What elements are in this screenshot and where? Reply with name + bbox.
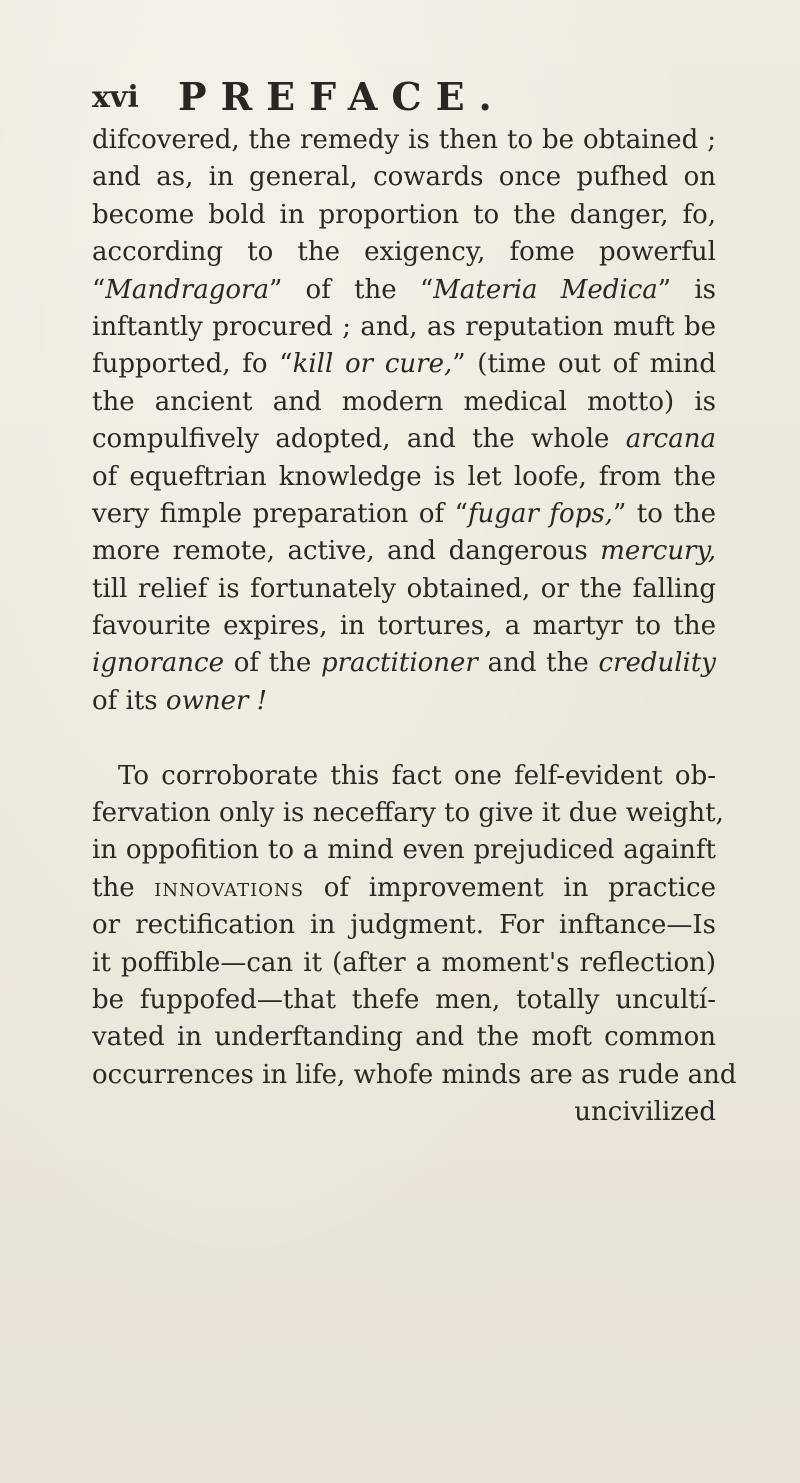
text-line: become bold in proportion to the danger, fo,	[92, 199, 716, 230]
text-run: and the	[477, 648, 599, 679]
text-line: inftantly procured ; and, as reputation muft be	[92, 311, 716, 342]
text-line	[92, 346, 716, 383]
text-line	[92, 421, 716, 458]
text-line	[92, 683, 716, 720]
text-line	[92, 533, 716, 570]
text-run: very fimple preparation of “	[92, 498, 468, 529]
text-line: it poffible—can it (after a moment's reflection)	[92, 947, 716, 978]
text-line: the ancient and modern medical motto) is	[92, 386, 716, 417]
italic-term-mandragora: Mandragora	[105, 274, 269, 305]
text-run: more remote, active, and dangerous	[92, 536, 601, 567]
text-line	[92, 645, 716, 682]
italic-term-mercury: mercury,	[600, 536, 716, 567]
text-line: vated in underftanding and the moft common	[92, 1022, 716, 1053]
italic-term-owner: owner !	[165, 685, 268, 716]
italic-term-sugar-sops: fugar fops,	[467, 498, 613, 529]
text-run: ” is	[657, 274, 716, 305]
text-line: To corroborate this fact one felf-evident ob-	[118, 760, 716, 791]
text-run: compulfively adopted, and the whole	[92, 424, 626, 455]
text-line: occurrences in life, whofe minds are as rude and	[92, 1059, 737, 1090]
page-number: xvi	[92, 80, 139, 115]
small-caps-term-innovations: innovations	[154, 872, 305, 903]
text-line	[92, 870, 716, 907]
text-line: be fuppofed—that thefe men, totally uncultí-	[92, 984, 716, 1015]
text-run: fupported, fo “	[92, 349, 293, 380]
text-line: favourite expires, in tortures, a martyr to the	[92, 611, 716, 642]
text-line: difcovered, the remedy is then to be obtained ;	[92, 125, 716, 155]
italic-term-kill-or-cure: kill or cure,	[292, 349, 453, 380]
text-line	[92, 272, 716, 309]
paragraph-gap	[92, 720, 716, 757]
paragraph-1	[92, 122, 716, 720]
text-line: and as, in general, cowards once pufhed on	[92, 162, 716, 193]
running-title: PREFACE.	[178, 74, 506, 119]
text-line: till relief is fortunately obtained, or the falling	[92, 573, 716, 604]
text-run: ” (time out of mind	[452, 349, 716, 380]
page-header	[92, 68, 712, 118]
quote-mark: “	[92, 274, 106, 305]
italic-term-arcana: arcana	[625, 424, 716, 455]
text-line: according to the exigency, fome powerful	[92, 237, 716, 268]
text-line: or rectification in judgment. For inftance—Is	[92, 910, 716, 941]
text-line: in oppofition to a mind even prejudiced againft	[92, 835, 716, 866]
text-line: of equeftrian knowledge is let loofe, from the	[92, 461, 716, 492]
text-run: of its	[92, 685, 166, 716]
italic-term-practitioner: practitioner	[320, 648, 478, 679]
italic-term-credulity: credulity	[598, 648, 716, 679]
text-run: the	[92, 872, 155, 903]
text-line	[92, 496, 716, 533]
catchword: uncivilized	[574, 1097, 716, 1128]
text-run: ” to the	[612, 498, 716, 529]
italic-term-ignorance: ignorance	[92, 648, 224, 679]
paragraph-2	[92, 758, 737, 1132]
text-run: of the	[223, 648, 321, 679]
text-run: of improvement in practice	[304, 872, 716, 903]
italic-term-materia-medica: Materia Medica	[433, 274, 658, 305]
body-text	[92, 122, 737, 1132]
text-run: ” of the “	[268, 274, 434, 305]
text-line: fervation only is neceffary to give it due weight,	[92, 798, 724, 829]
